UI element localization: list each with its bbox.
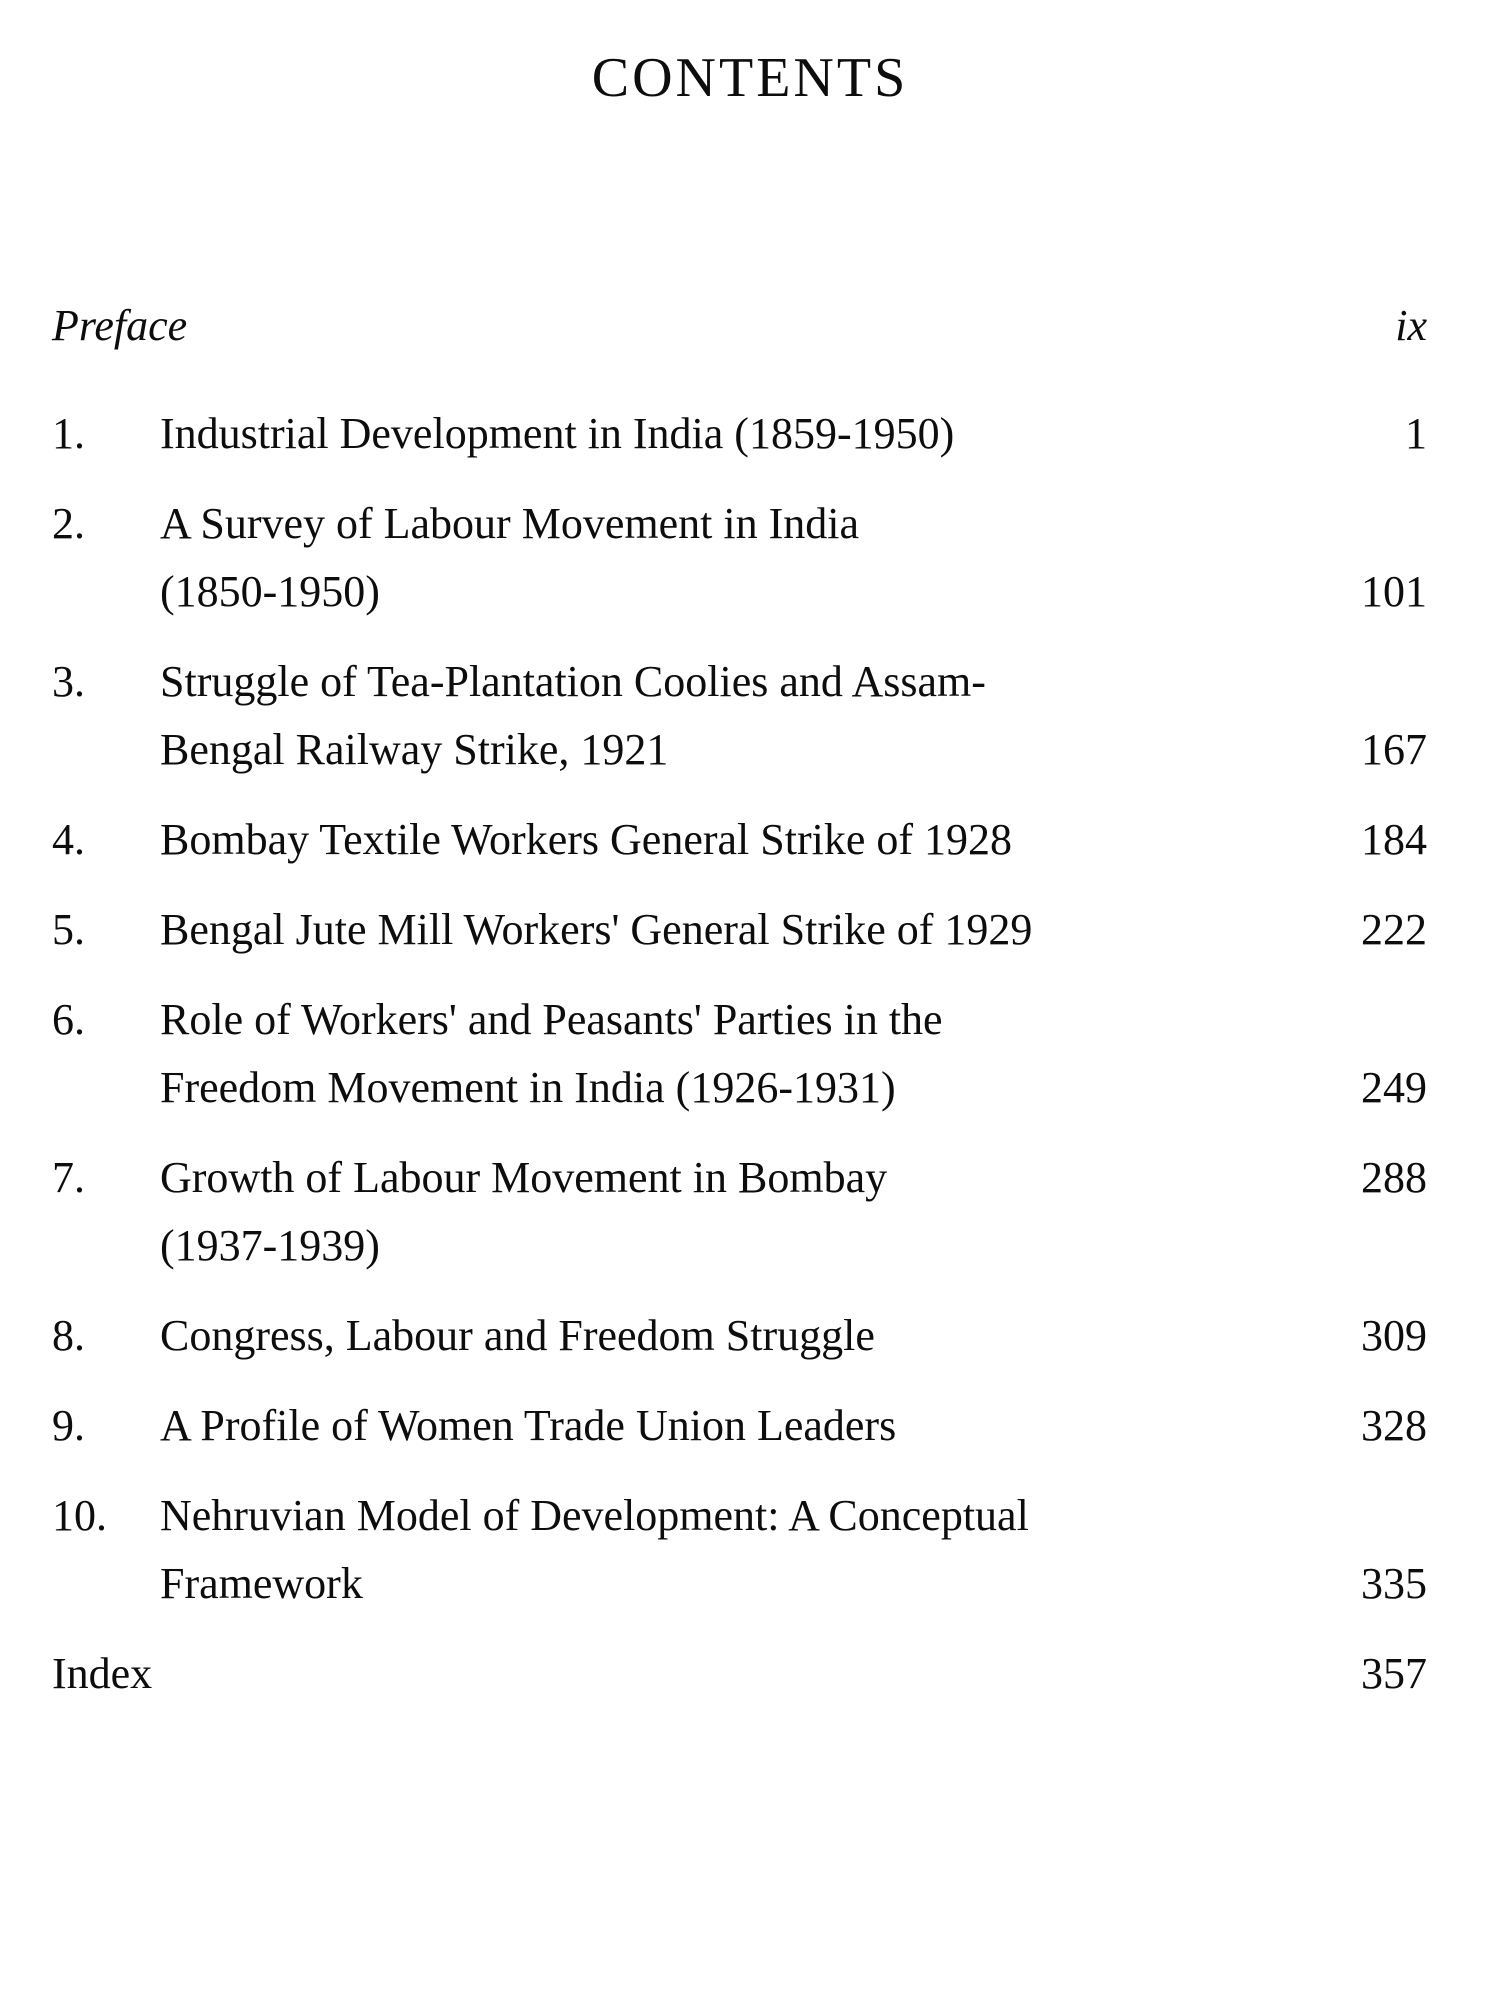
entry-line (52, 292, 1427, 360)
entry-number: 8. (52, 1311, 85, 1360)
entry-page-number: 1 (1405, 409, 1427, 458)
entry-line (160, 986, 1427, 1054)
toc-entry[interactable] (52, 896, 1427, 964)
entry-line (160, 648, 1427, 716)
entry-title: (1850-1950) (160, 567, 380, 616)
entry-page-number: 335 (1361, 1559, 1427, 1608)
entry-title: Bengal Jute Mill Workers' General Strike of 1929 (160, 905, 1033, 954)
entry-title: Congress, Labour and Freedom Struggle (160, 1311, 875, 1360)
toc-entry[interactable] (52, 1392, 1427, 1460)
entry-body (160, 1302, 1427, 1370)
entry-page-number: 309 (1361, 1311, 1427, 1360)
entry-title: Bengal Railway Strike, 1921 (160, 725, 669, 774)
toc-entry[interactable] (52, 1302, 1427, 1370)
entry-page-number: 357 (1361, 1649, 1427, 1698)
entry-line (160, 1302, 1427, 1370)
entry-title: Freedom Movement in India (1926-1931) (160, 1063, 896, 1112)
entry-number: 9. (52, 1401, 85, 1450)
entry-number: 1. (52, 409, 85, 458)
entry-body (160, 648, 1427, 784)
chapter-list (52, 400, 1427, 1618)
toc-entry[interactable] (52, 1144, 1427, 1280)
entry-page-number: 222 (1361, 905, 1427, 954)
entry-line (160, 1482, 1427, 1550)
toc-entry[interactable] (52, 986, 1427, 1122)
toc-entry[interactable] (52, 1482, 1427, 1618)
entry-line (160, 1550, 1427, 1618)
entry-page-number: 167 (1361, 725, 1427, 774)
table-of-contents (52, 292, 1427, 1730)
entry-number: 10. (52, 1491, 107, 1540)
entry-title: A Profile of Women Trade Union Leaders (160, 1401, 897, 1450)
toc-entry[interactable] (52, 648, 1427, 784)
entry-title: (1937-1939) (160, 1221, 380, 1270)
page-title: CONTENTS (591, 47, 909, 109)
entry-title: Growth of Labour Movement in Bombay (160, 1153, 888, 1202)
entry-number: 7. (52, 1153, 85, 1202)
entry-title: Industrial Development in India (1859-1950) (160, 409, 955, 458)
entry-body (52, 292, 1427, 360)
entry-line (52, 1640, 1427, 1708)
entry-body (160, 1482, 1427, 1618)
entry-title: Role of Workers' and Peasants' Parties in the (160, 995, 943, 1044)
entry-body (52, 1640, 1427, 1708)
entry-number: 3. (52, 657, 85, 706)
entry-body (160, 1392, 1427, 1460)
entry-title: Nehruvian Model of Development: A Conceptual (160, 1491, 1029, 1540)
entry-page-number: ix (1395, 301, 1427, 350)
entry-line (160, 400, 1427, 468)
entry-line (160, 1212, 1427, 1280)
entry-title: A Survey of Labour Movement in India (160, 499, 859, 548)
entry-page-number: 184 (1361, 815, 1427, 864)
toc-entry-index[interactable] (52, 1640, 1427, 1708)
entry-page-number: 249 (1361, 1063, 1427, 1112)
entry-body (160, 400, 1427, 468)
toc-entry[interactable] (52, 806, 1427, 874)
entry-page-number: 101 (1361, 567, 1427, 616)
entry-title: Struggle of Tea-Plantation Coolies and Assam- (160, 657, 986, 706)
entry-number: 6. (52, 995, 85, 1044)
entry-body (160, 806, 1427, 874)
entry-line (160, 806, 1427, 874)
entry-page-number: 288 (1361, 1153, 1427, 1202)
entry-line (160, 1392, 1427, 1460)
entry-title: Index (52, 1649, 153, 1698)
entry-body (160, 1144, 1427, 1280)
entry-body (160, 896, 1427, 964)
toc-entry-preface[interactable] (52, 292, 1427, 360)
toc-entry[interactable] (52, 490, 1427, 626)
entry-body (160, 986, 1427, 1122)
entry-line (160, 490, 1427, 558)
entry-number: 4. (52, 815, 85, 864)
toc-entry[interactable] (52, 400, 1427, 468)
entry-line (160, 716, 1427, 784)
entry-number: 2. (52, 499, 85, 548)
entry-line (160, 1144, 1427, 1212)
entry-page-number: 328 (1361, 1401, 1427, 1450)
entry-line (160, 1054, 1427, 1122)
entry-title: Framework (160, 1559, 363, 1608)
entry-title: Preface (52, 301, 188, 350)
entry-title: Bombay Textile Workers General Strike of 1928 (160, 815, 1013, 864)
entry-body (160, 490, 1427, 626)
entry-line (160, 896, 1427, 964)
entry-number: 5. (52, 905, 85, 954)
entry-line (160, 558, 1427, 626)
